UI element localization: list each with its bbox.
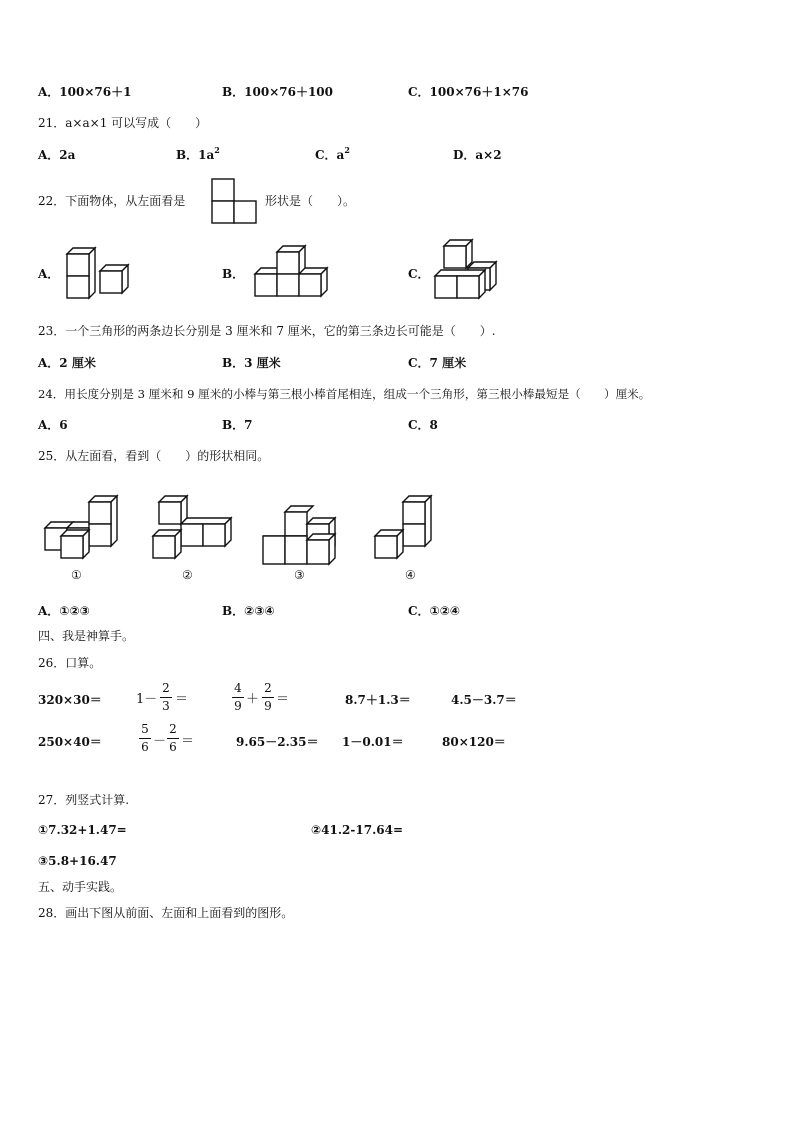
q23-option-b[interactable]: B．3 厘米 xyxy=(222,356,281,370)
section-5-heading: 五、动手实践。 xyxy=(38,880,123,894)
numerator: 2 xyxy=(264,681,272,695)
q25-option-a-value: ①②③ xyxy=(59,604,90,618)
section-4-heading: 四、我是神算手。 xyxy=(38,629,135,643)
q21-option-c-exponent: 2 xyxy=(344,145,350,155)
denominator: 3 xyxy=(162,699,170,713)
q25-figure-3 xyxy=(260,500,350,566)
q25-label-1: ① xyxy=(71,568,82,582)
q27-problem-3-mark: ③ xyxy=(38,854,49,868)
q23-stem: 23．一个三角形的两条边长分别是 3 厘米和 7 厘米，它的第三条边长可能是（ ）. xyxy=(38,324,496,338)
q26-r1-c4: 8.7＋1.3＝ xyxy=(345,693,411,707)
q25-label-3: ③ xyxy=(294,568,305,582)
q21-option-a[interactable]: A．2a xyxy=(38,148,76,162)
q21-option-d[interactable]: D．a×2 xyxy=(453,148,502,162)
q27-problem-1-text: 7.32+1.47= xyxy=(48,823,127,837)
q21-option-b-base: B．1a xyxy=(176,148,215,162)
q26-r2-c2-fraction-1 xyxy=(139,722,151,755)
q25-label-2: ② xyxy=(182,568,193,582)
q23-option-a[interactable]: A．2 厘米 xyxy=(38,356,96,370)
q22-stem-pre: 22．下面物体，从左面看是 xyxy=(38,194,186,208)
q26-r2-c2-fraction-2 xyxy=(167,722,179,755)
q26-r1-c2-equals: ＝ xyxy=(175,692,189,707)
q25-figure-2 xyxy=(150,494,236,566)
q26-r1-c3-operator: ＋ xyxy=(246,692,260,707)
numerator: 5 xyxy=(141,722,149,736)
q23-option-c[interactable]: C．7 厘米 xyxy=(408,356,467,370)
q27-problem-1-mark: ① xyxy=(38,823,49,837)
q26-r2-c2-equals: ＝ xyxy=(181,734,195,749)
numerator: 2 xyxy=(169,722,177,736)
q25-option-a-label: A． xyxy=(38,604,60,618)
q26-r1-c2-prefix: 1－ xyxy=(136,692,158,707)
q25-option-c-value: ①②④ xyxy=(429,604,461,618)
q26-r1-c3-fraction-1 xyxy=(232,681,244,714)
q21-option-c[interactable] xyxy=(315,147,350,164)
q25-option-a[interactable] xyxy=(38,603,90,619)
denominator: 9 xyxy=(234,699,242,713)
q25-figure-1 xyxy=(42,494,122,566)
q24-option-a[interactable]: A．6 xyxy=(38,418,68,432)
numerator: 4 xyxy=(234,681,242,695)
q25-stem: 25．从左面看，看到（ ）的形状相同。 xyxy=(38,449,270,463)
q22-option-b[interactable]: B． xyxy=(222,267,245,281)
q26-r1-c1: 320×30＝ xyxy=(38,693,102,707)
q21-option-b[interactable] xyxy=(176,147,220,164)
q27-stem: 27．列竖式计算. xyxy=(38,793,130,807)
q24-option-b[interactable]: B．7 xyxy=(222,418,253,432)
q20-option-b[interactable]: B．100×76＋100 xyxy=(222,85,333,99)
q22-stem-post: 形状是（ ）。 xyxy=(265,194,356,208)
denominator: 6 xyxy=(141,740,149,754)
q20-option-a[interactable]: A．100×76＋1 xyxy=(38,85,132,99)
q27-problem-2-mark: ② xyxy=(311,823,322,837)
q22-option-c-figure xyxy=(432,240,504,306)
q27-problem-3 xyxy=(38,853,117,869)
numerator: 2 xyxy=(162,681,170,695)
q26-r2-c5: 80×120＝ xyxy=(442,735,506,749)
q21-stem: 21．a×a×1 可以写成（ ） xyxy=(38,116,208,130)
q22-option-c[interactable]: C． xyxy=(408,267,430,281)
q20-option-c[interactable]: C．100×76＋1×76 xyxy=(408,85,529,99)
q27-problem-2-text: 41.2-17.64= xyxy=(321,823,404,837)
q21-option-b-exponent: 2 xyxy=(214,145,220,155)
q25-option-b[interactable] xyxy=(222,603,275,619)
q21-option-c-base: C．a xyxy=(315,148,345,162)
q26-r2-c2-operator: － xyxy=(153,734,167,749)
q22-left-view-figure xyxy=(211,178,259,224)
q25-option-c[interactable] xyxy=(408,603,460,619)
q27-problem-1 xyxy=(38,822,127,838)
q26-stem: 26．口算。 xyxy=(38,656,102,670)
q25-option-b-label: B． xyxy=(222,604,245,618)
q22-option-b-figure xyxy=(252,244,332,302)
q25-option-c-label: C． xyxy=(408,604,430,618)
q26-r2-c4: 1－0.01＝ xyxy=(342,735,404,749)
q27-problem-3-text: 5.8+16.47 xyxy=(48,854,117,868)
q25-figure-4 xyxy=(372,494,442,566)
q26-r2-c3: 9.65－2.35＝ xyxy=(236,735,319,749)
q25-option-b-value: ②③④ xyxy=(244,604,275,618)
q25-label-4: ④ xyxy=(405,568,416,582)
q27-problem-2 xyxy=(311,822,403,838)
q26-r1-c5: 4.5－3.7＝ xyxy=(451,693,517,707)
q26-r1-c3-equals: ＝ xyxy=(276,692,290,707)
q26-r1-c3-fraction-2 xyxy=(262,681,274,714)
q28-stem: 28．画出下图从前面、左面和上面看到的图形。 xyxy=(38,906,294,920)
q22-option-a[interactable]: A． xyxy=(38,267,60,281)
q24-option-c[interactable]: C．8 xyxy=(408,418,438,432)
q24-stem: 24．用长度分别是 3 厘米和 9 厘米的小棒与第三根小棒首尾相连，组成一个三角形，第三根小棒最短是（ ）厘米。 xyxy=(38,387,651,401)
q26-r2-c1: 250×40＝ xyxy=(38,735,102,749)
q26-r1-c2-fraction xyxy=(160,681,172,714)
q22-option-a-figure xyxy=(64,248,134,304)
denominator: 6 xyxy=(169,740,177,754)
denominator: 9 xyxy=(264,699,272,713)
